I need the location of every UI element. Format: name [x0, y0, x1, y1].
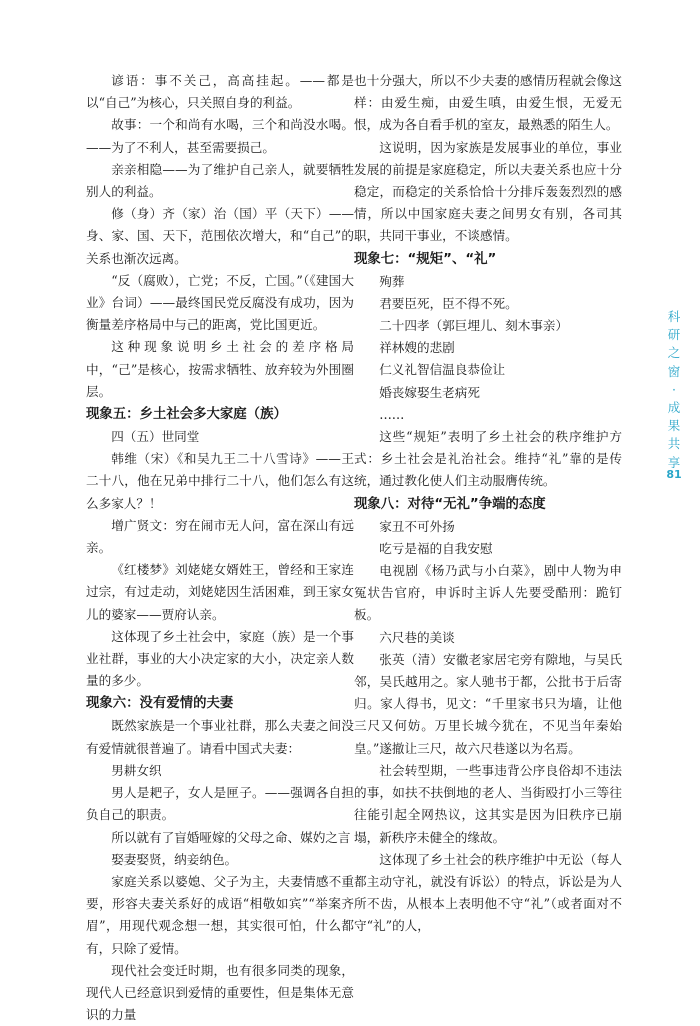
section-label-char: 科 — [667, 309, 681, 324]
paragraph: 亲亲相隐——为了维护自己亲人，就要牺牲别人的利益。 — [86, 161, 354, 200]
paragraph: …… — [379, 406, 405, 422]
paragraph: 这体现了乡土社会的秩序维护中无讼（每人都主动守礼，就没有诉讼）的特点，诉讼是为人所不齿，从根本上表明他不守“礼”（或者面对不守“礼”的人， — [354, 851, 622, 934]
right-column — [354, 70, 622, 938]
paragraph: 这说明，因为家族是发展事业的单位，事业发展的前提是家庭稳定，所以夫妻关系也应十分稳定，而稳定的关系恰恰十分排斥轰轰烈烈的感情，所以中国家庭夫妻之间男女有别，各司其职，共同干事业，不谈感情。 — [354, 139, 622, 244]
paragraph: 娶妻娶贤，纳妾纳色。 — [111, 851, 238, 867]
paragraph: 张英（清）安徽老家居宅旁有隙地，与吴氏邻，吴氏越用之。家人驰书于都，公批书于后寄归。家人得书，见文：“千里家书只为墙，让他三尺又何妨。万里长城今犹在，不见当年秦始皇。”遂撤让三尺，故六尺巷遂以为名焉。 — [354, 651, 622, 756]
section-heading: 现象五：乡土社会多大家庭（族） — [86, 407, 287, 423]
section-label-char: 共 — [667, 436, 681, 452]
paragraph: 六尺巷的美谈 — [379, 629, 455, 645]
paragraph: 祥林嫂的悲剧 — [379, 340, 455, 356]
paragraph: 家丑不可外扬 — [379, 518, 455, 534]
section-heading: 现象六：没有爱情的夫妻 — [86, 696, 234, 712]
paragraph: 二十四孝（郭巨埋儿、刻木事亲） — [379, 318, 569, 334]
paragraph: 电视剧《杨乃武与小白菜》，剧中人物为申冤状告官府，申诉时主诉人先要受酷刑：跪钉板。 — [354, 563, 622, 623]
section-label-char: 窗 — [667, 363, 681, 379]
paragraph: 也十分强大，所以不少夫妻的感情历程就会像这样：由爱生痴，由爱生嗔，由爱生恨，无爱无恨，成为各自看手机的室友，最熟悉的陌生人。 — [354, 73, 622, 133]
paragraph: 四（五）世同堂 — [111, 429, 200, 445]
section-heading: 现象八：对待“无礼”争端的态度 — [354, 496, 546, 512]
left-column — [86, 70, 354, 1026]
paragraph: 修（身）齐（家）治（国）平（天下）——身、家、国、天下，范围依次增大，和“自己”的关系也渐次远离。 — [86, 206, 354, 266]
paragraph: 仁义礼智信温良恭俭让 — [379, 362, 506, 378]
paragraph: 既然家族是一个事业社群，那么夫妻之间没有爱情就很普遍了。请看中国式夫妻： — [86, 718, 354, 756]
section-label-char: 果 — [667, 418, 681, 434]
paragraph: 家庭关系以婆媳、父子为主，夫妻情感不重要，形容夫妻关系好的成语“相敬如宾”“举案齐眉”，用现代观念想一想，其实很可怕，什么都有，只除了爱情。 — [86, 873, 354, 956]
paragraph: 吃亏是福的自我安慰 — [379, 540, 493, 556]
paragraph: 这体现了乡土社会中，家庭（族）是一个事业社群，事业的大小决定家的大小，决定亲人数量的多少。 — [86, 628, 354, 689]
section-label-char: 成 — [667, 400, 681, 416]
paragraph: 《红楼梦》刘姥姥女婿姓王，曾经和王家连过宗，有过走动，刘姥姥因生活困难，到王家女儿的婆家——贾府认亲。 — [86, 562, 354, 622]
paragraph: 这些“规矩”表明了乡土社会的秩序维护方式：乡土社会是礼治社会。维持“礼”靠的是传统，通过教化使人们主动服膺传统。 — [354, 429, 622, 489]
paragraph: 男人是耙子，女人是匣子。——强调各自担负自己的职责。 — [86, 785, 354, 823]
paragraph: 故事：一个和尚有水喝，三个和尚没水喝。——为了不利人，甚至需要损己。 — [86, 117, 354, 155]
paragraph: 社会转型期，一些事违背公序良俗却不违法的事，如扶不扶倒地的老人、当街殴打小三等往往能引起全网热议，这其实是因为旧秩序已崩塌，新秩序未健全的缘故。 — [354, 762, 622, 845]
section-label-char: 研 — [667, 327, 681, 343]
section-label-char: · — [672, 381, 676, 397]
paragraph: 婚丧嫁娶生老病死 — [379, 384, 480, 400]
section-heading: 现象七：“规矩”、“礼” — [354, 251, 497, 267]
paragraph: 所以就有了盲婚哑嫁的父母之命、媒妁之言 — [111, 829, 351, 845]
paragraph: 这种现象说明乡土社会的差序格局中，“己”是核心，按需求牺牲、放弃较为外围圈层。 — [86, 339, 354, 399]
paragraph: 君要臣死，臣不得不死。 — [379, 295, 518, 311]
page-number: 81 — [666, 468, 682, 481]
paragraph: 谚语：事不关己，高高挂起。——都是以“自己”为核心，只关照自身的利益。 — [86, 73, 354, 111]
paragraph: 男耕女织 — [111, 762, 162, 778]
section-label — [666, 308, 682, 472]
paragraph: “反（腐败），亡党；不反，亡国。”（《建国大业》台词）——最终国民党反腐没有成功，因为衡量差序格局中与己的距离，党比国更近。 — [86, 272, 354, 333]
section-label-char: 享 — [667, 454, 681, 470]
paragraph: 韩维（宋）《和吴九王二十八雪诗》——王二十八，他在兄弟中排行二十八，他们怎么有这么多家人？！ — [86, 451, 354, 511]
paragraph: 现代社会变迁时期，也有很多同类的现象，现代人已经意识到爱情的重要性，但是集体无意识的力量 — [86, 962, 354, 1023]
paragraph: 殉葬 — [379, 273, 405, 289]
section-label-char: 之 — [667, 345, 681, 361]
paragraph: 增广贤文：穷在闹市无人问，富在深山有远亲。 — [86, 517, 354, 556]
